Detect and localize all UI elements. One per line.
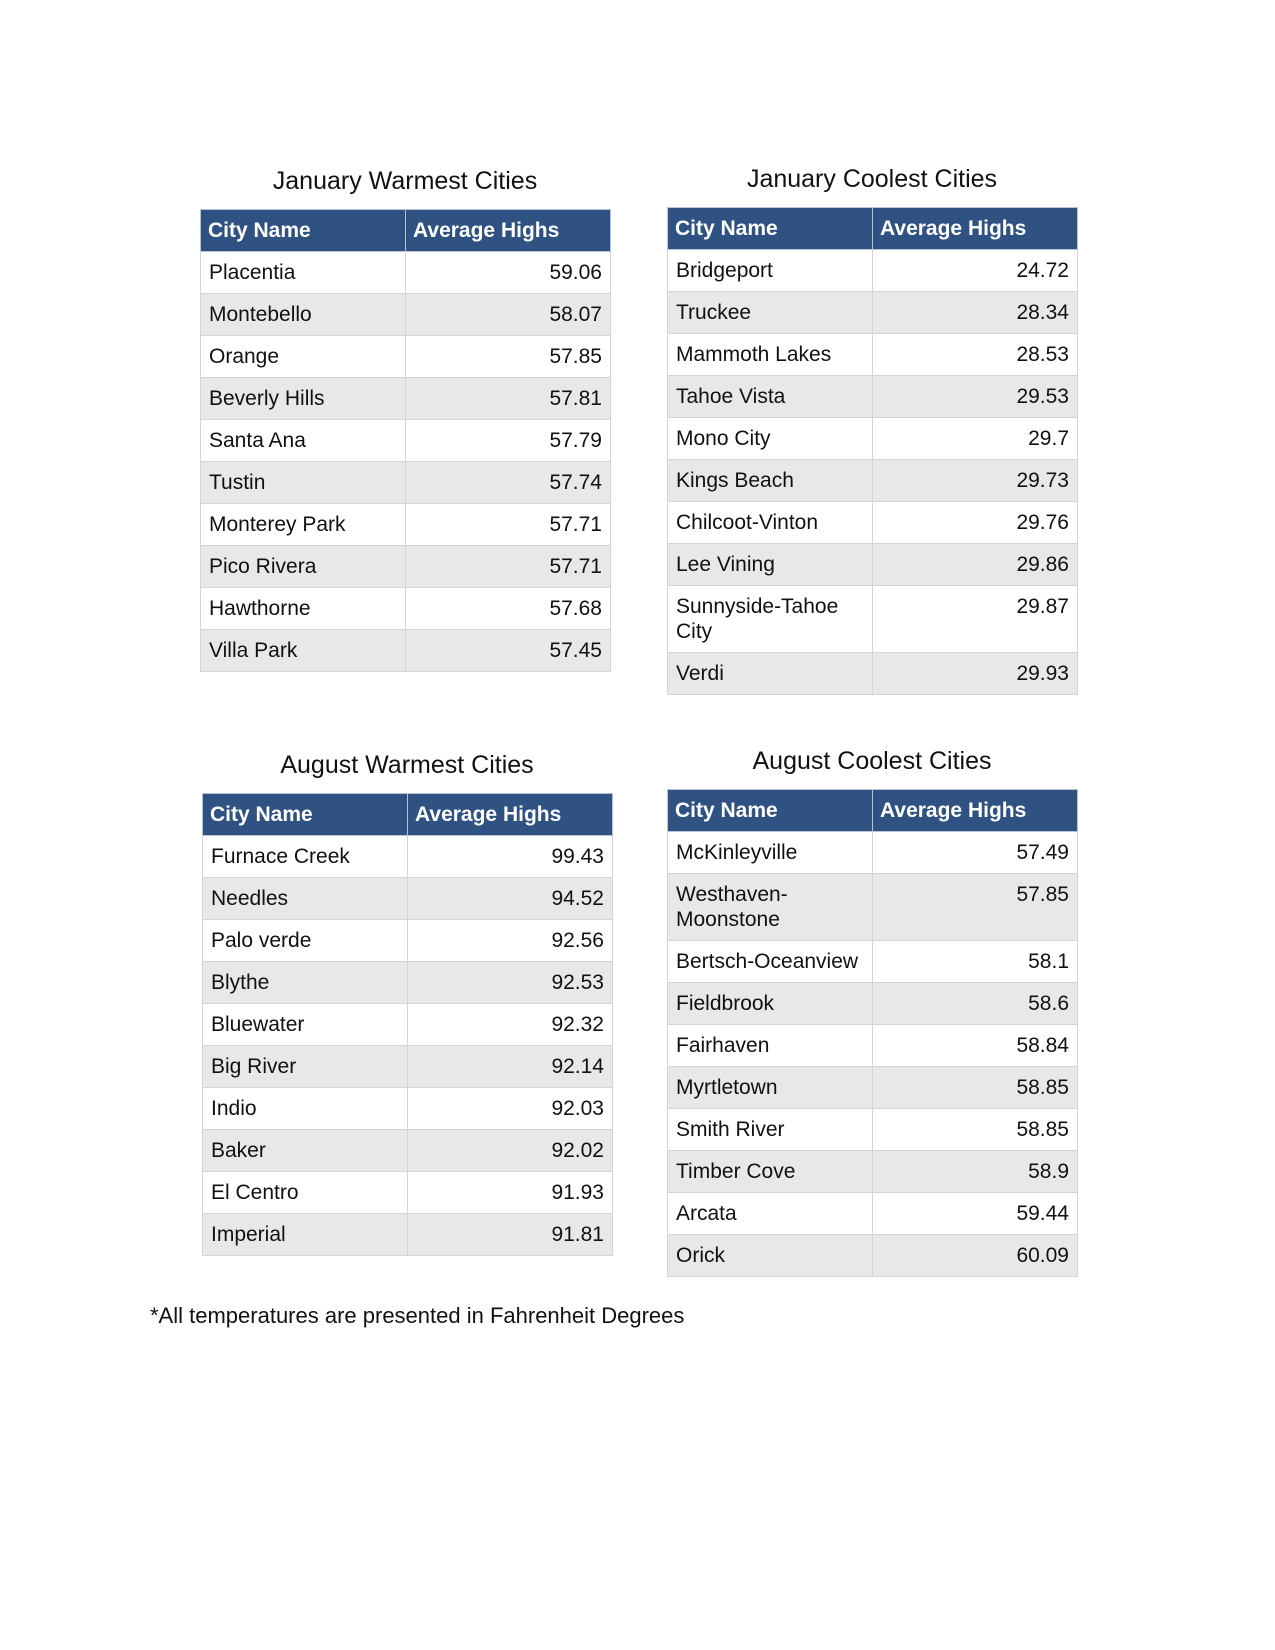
aug-warm-title: August Warmest Cities — [280, 751, 534, 779]
table-row — [668, 250, 1078, 292]
header-row — [668, 208, 1078, 250]
city-cell: Chilcoot-Vinton — [668, 502, 873, 544]
city-cell: McKinleyville — [668, 832, 873, 874]
city-cell: Blythe — [203, 962, 408, 1004]
value-cell: 91.81 — [408, 1214, 613, 1256]
footnote: *All temperatures are presented in Fahrenheit Degrees — [150, 1303, 685, 1328]
table-row — [668, 874, 1078, 941]
city-name-header: City Name — [203, 794, 408, 836]
value-cell: 57.79 — [406, 420, 611, 462]
table-row — [668, 653, 1078, 695]
city-cell: El Centro — [203, 1172, 408, 1214]
table-row — [668, 586, 1078, 653]
city-cell: Bluewater — [203, 1004, 408, 1046]
table-row — [201, 294, 611, 336]
table-row — [201, 252, 611, 294]
average-highs-header: Average Highs — [873, 790, 1078, 832]
value-cell: 24.72 — [873, 250, 1078, 292]
header-row — [203, 794, 613, 836]
table-row — [668, 1109, 1078, 1151]
jan-warm-table — [200, 209, 611, 672]
city-cell: Tustin — [201, 462, 406, 504]
table-row — [201, 546, 611, 588]
city-cell: Orange — [201, 336, 406, 378]
table-row — [203, 962, 613, 1004]
city-cell: Mammoth Lakes — [668, 334, 873, 376]
table-row — [668, 983, 1078, 1025]
city-cell: Baker — [203, 1130, 408, 1172]
table-row — [668, 1067, 1078, 1109]
city-cell: Arcata — [668, 1193, 873, 1235]
table-row — [203, 1214, 613, 1256]
table-row — [201, 336, 611, 378]
table-row — [201, 504, 611, 546]
value-cell: 29.7 — [873, 418, 1078, 460]
city-cell: Villa Park — [201, 630, 406, 672]
table-row — [203, 836, 613, 878]
city-cell: Smith River — [668, 1109, 873, 1151]
city-cell: Fieldbrook — [668, 983, 873, 1025]
value-cell: 92.02 — [408, 1130, 613, 1172]
city-cell: Big River — [203, 1046, 408, 1088]
table-row — [668, 292, 1078, 334]
table-row — [203, 878, 613, 920]
value-cell: 57.45 — [406, 630, 611, 672]
city-cell: Mono City — [668, 418, 873, 460]
city-cell: Imperial — [203, 1214, 408, 1256]
jan-cool-table — [667, 207, 1078, 695]
value-cell: 29.86 — [873, 544, 1078, 586]
value-cell: 60.09 — [873, 1235, 1078, 1277]
city-cell: Sunnyside-Tahoe City — [668, 586, 873, 653]
city-cell: Fairhaven — [668, 1025, 873, 1067]
value-cell: 29.73 — [873, 460, 1078, 502]
value-cell: 92.32 — [408, 1004, 613, 1046]
value-cell: 92.14 — [408, 1046, 613, 1088]
city-name-header: City Name — [201, 210, 406, 252]
city-cell: Furnace Creek — [203, 836, 408, 878]
city-cell: Truckee — [668, 292, 873, 334]
value-cell: 57.49 — [873, 832, 1078, 874]
city-cell: Beverly Hills — [201, 378, 406, 420]
city-cell: Santa Ana — [201, 420, 406, 462]
table-row — [668, 502, 1078, 544]
value-cell: 58.1 — [873, 941, 1078, 983]
value-cell: 59.06 — [406, 252, 611, 294]
average-highs-header: Average Highs — [873, 208, 1078, 250]
table-row — [668, 460, 1078, 502]
average-highs-header: Average Highs — [408, 794, 613, 836]
value-cell: 29.93 — [873, 653, 1078, 695]
city-cell: Timber Cove — [668, 1151, 873, 1193]
table-row — [668, 376, 1078, 418]
value-cell: 92.03 — [408, 1088, 613, 1130]
value-cell: 57.81 — [406, 378, 611, 420]
value-cell: 29.53 — [873, 376, 1078, 418]
city-cell: Kings Beach — [668, 460, 873, 502]
jan-warm-block — [200, 161, 610, 672]
value-cell: 99.43 — [408, 836, 613, 878]
value-cell: 57.71 — [406, 504, 611, 546]
city-cell: Orick — [668, 1235, 873, 1277]
aug-cool-title: August Coolest Cities — [752, 747, 992, 775]
table-row — [668, 1235, 1078, 1277]
table-row — [668, 941, 1078, 983]
city-cell: Placentia — [201, 252, 406, 294]
value-cell: 57.85 — [406, 336, 611, 378]
table-row — [668, 1025, 1078, 1067]
table-row — [201, 630, 611, 672]
city-name-header: City Name — [668, 208, 873, 250]
value-cell: 91.93 — [408, 1172, 613, 1214]
city-cell: Bridgeport — [668, 250, 873, 292]
city-cell: Monterey Park — [201, 504, 406, 546]
city-cell: Pico Rivera — [201, 546, 406, 588]
aug-cool-block — [667, 741, 1077, 1277]
jan-cool-block — [667, 159, 1077, 695]
city-cell: Montebello — [201, 294, 406, 336]
value-cell: 57.71 — [406, 546, 611, 588]
value-cell: 58.84 — [873, 1025, 1078, 1067]
value-cell: 58.85 — [873, 1067, 1078, 1109]
table-row — [668, 334, 1078, 376]
table-row — [201, 588, 611, 630]
header-row — [668, 790, 1078, 832]
table-row — [201, 420, 611, 462]
average-highs-header: Average Highs — [406, 210, 611, 252]
city-cell: Lee Vining — [668, 544, 873, 586]
table-row — [203, 1004, 613, 1046]
table-row — [203, 1130, 613, 1172]
value-cell: 58.6 — [873, 983, 1078, 1025]
value-cell: 29.76 — [873, 502, 1078, 544]
table-row — [668, 418, 1078, 460]
city-name-header: City Name — [668, 790, 873, 832]
city-cell: Hawthorne — [201, 588, 406, 630]
value-cell: 92.53 — [408, 962, 613, 1004]
table-row — [203, 1172, 613, 1214]
header-row — [201, 210, 611, 252]
table-row — [668, 544, 1078, 586]
value-cell: 59.44 — [873, 1193, 1078, 1235]
value-cell: 92.56 — [408, 920, 613, 962]
table-row — [201, 462, 611, 504]
city-cell: Indio — [203, 1088, 408, 1130]
jan-cool-title: January Coolest Cities — [746, 165, 998, 193]
city-cell: Westhaven-Moonstone — [668, 874, 873, 941]
city-cell: Myrtletown — [668, 1067, 873, 1109]
table-row — [201, 378, 611, 420]
aug-warm-block — [202, 745, 612, 1256]
city-cell: Palo verde — [203, 920, 408, 962]
table-row — [203, 1046, 613, 1088]
value-cell: 58.85 — [873, 1109, 1078, 1151]
table-row — [668, 1151, 1078, 1193]
table-row — [203, 1088, 613, 1130]
value-cell: 29.87 — [873, 586, 1078, 653]
value-cell: 57.74 — [406, 462, 611, 504]
aug-warm-table — [202, 793, 613, 1256]
value-cell: 58.9 — [873, 1151, 1078, 1193]
value-cell: 57.85 — [873, 874, 1078, 941]
city-cell: Needles — [203, 878, 408, 920]
table-row — [203, 920, 613, 962]
city-cell: Tahoe Vista — [668, 376, 873, 418]
value-cell: 28.34 — [873, 292, 1078, 334]
value-cell: 94.52 — [408, 878, 613, 920]
table-row — [668, 832, 1078, 874]
city-cell: Verdi — [668, 653, 873, 695]
city-cell: Bertsch-Oceanview — [668, 941, 873, 983]
value-cell: 57.68 — [406, 588, 611, 630]
aug-cool-table — [667, 789, 1078, 1277]
jan-warm-title: January Warmest Cities — [272, 167, 538, 195]
value-cell: 28.53 — [873, 334, 1078, 376]
table-row — [668, 1193, 1078, 1235]
value-cell: 58.07 — [406, 294, 611, 336]
